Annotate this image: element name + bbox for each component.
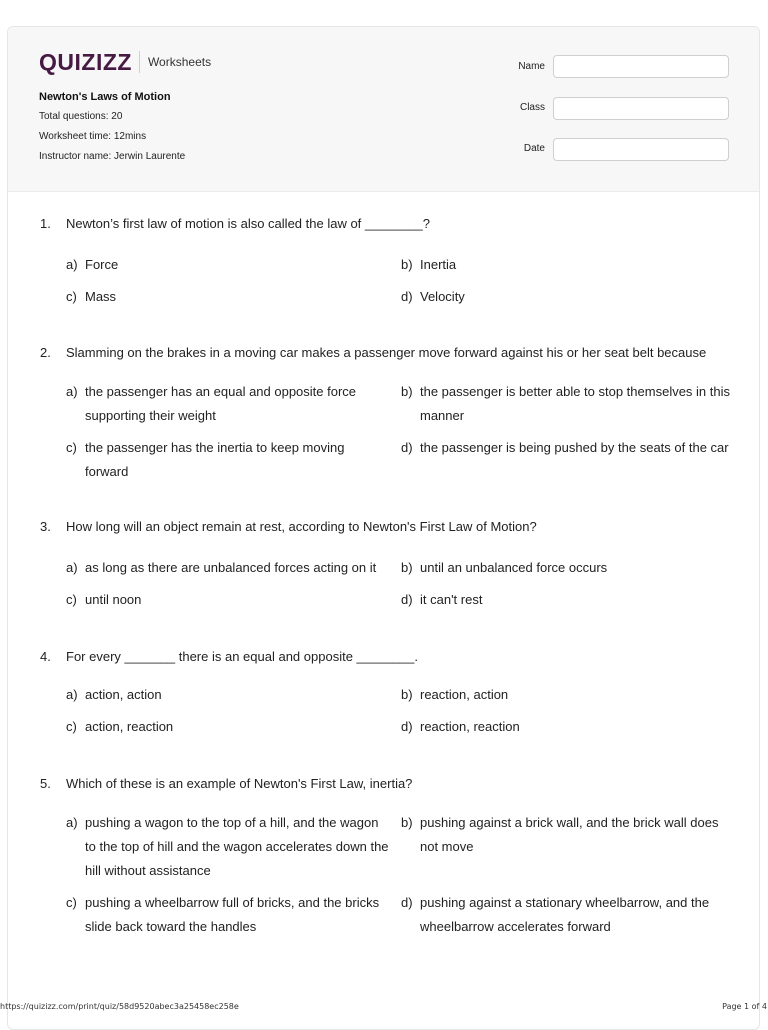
option-text: pushing against a stationary wheelbarrow, and the wheelbarrow accelerates forward — [420, 895, 710, 934]
total-questions: Total questions: 20 — [39, 111, 123, 122]
instructor-name: Instructor name: Jerwin Laurente — [39, 151, 186, 162]
option-4d — [401, 715, 731, 739]
option-text: reaction, reaction — [420, 719, 520, 734]
option-letter: b) — [401, 815, 413, 830]
option-3a — [66, 556, 396, 580]
option-letter: d) — [401, 289, 413, 304]
option-5b — [401, 811, 731, 859]
option-4b — [401, 683, 731, 707]
option-text: the passenger has an equal and opposite force supporting their weight — [85, 384, 357, 423]
option-text: pushing against a brick wall, and the brick wall does not move — [420, 815, 719, 854]
option-letter: a) — [66, 560, 78, 575]
option-letter: c) — [66, 592, 77, 607]
option-text: until noon — [85, 592, 142, 607]
question-3 — [40, 518, 730, 536]
question-number: 5. — [40, 776, 51, 791]
name-label: Name — [518, 61, 545, 72]
question-2 — [40, 344, 730, 362]
date-field[interactable] — [553, 138, 729, 161]
option-2b — [401, 380, 731, 428]
question-4 — [40, 648, 730, 666]
option-text: the passenger has the inertia to keep moving forward — [85, 440, 345, 479]
option-letter: d) — [401, 895, 413, 910]
option-letter: a) — [66, 815, 78, 830]
question-text: Slamming on the brakes in a moving car makes a passenger move forward against his or her seat belt because — [66, 345, 707, 360]
option-text: as long as there are unbalanced forces acting on it — [85, 560, 377, 575]
option-5a — [66, 811, 391, 883]
question-text: For every _______ there is an equal and opposite ________. — [66, 649, 418, 664]
option-text: Velocity — [420, 289, 465, 304]
question-5 — [40, 775, 730, 793]
date-label: Date — [523, 143, 545, 154]
option-text: action, reaction — [85, 719, 174, 734]
option-text: it can't rest — [420, 592, 483, 607]
quizizz-logo: QUIZIZZ — [39, 49, 132, 75]
worksheet-title: Newton's Laws of Motion — [39, 91, 171, 103]
option-letter: a) — [66, 257, 78, 272]
question-number: 4. — [40, 649, 51, 664]
option-1c — [66, 285, 386, 309]
option-text: pushing a wheelbarrow full of bricks, and the bricks slide back toward the handles — [85, 895, 380, 934]
option-text: Inertia — [420, 257, 457, 272]
option-letter: d) — [401, 592, 413, 607]
option-text: action, action — [85, 687, 162, 702]
worksheet-header — [8, 27, 759, 192]
option-3c — [66, 588, 386, 612]
name-field[interactable] — [553, 55, 729, 78]
brand-row — [39, 49, 211, 75]
option-1b — [401, 253, 731, 277]
option-text: pushing a wagon to the top of a hill, and the wagon to the top of hill and the wagon accelerates down the hill without assistance — [85, 815, 389, 878]
option-letter: d) — [401, 719, 413, 734]
page-number: Page 1 of 4 — [722, 1002, 767, 1011]
option-text: Force — [85, 257, 119, 272]
option-1d — [401, 285, 731, 309]
logo-divider — [139, 51, 140, 73]
option-text: reaction, action — [420, 687, 509, 702]
option-5c — [66, 891, 391, 939]
footer-url: https://quizizz.com/print/quiz/58d9520abec3a25458ec258e — [0, 1002, 239, 1011]
option-letter: a) — [66, 687, 78, 702]
option-letter: c) — [66, 289, 77, 304]
option-text: the passenger is being pushed by the seats of the car — [420, 440, 729, 455]
option-letter: b) — [401, 257, 413, 272]
class-label: Class — [519, 102, 545, 113]
option-2c — [66, 436, 386, 484]
option-letter: c) — [66, 440, 77, 455]
option-letter: b) — [401, 560, 413, 575]
option-letter: b) — [401, 384, 413, 399]
option-3b — [401, 556, 731, 580]
option-text: Mass — [85, 289, 117, 304]
option-letter: b) — [401, 687, 413, 702]
option-text: until an unbalanced force occurs — [420, 560, 608, 575]
option-letter: c) — [66, 719, 77, 734]
question-text: Newton’s first law of motion is also called the law of ________? — [66, 216, 430, 231]
question-text: How long will an object remain at rest, according to Newton's First Law of Motion? — [66, 519, 537, 534]
option-2a — [66, 380, 386, 428]
option-5d — [401, 891, 731, 939]
question-1 — [40, 215, 730, 233]
option-1a — [66, 253, 386, 277]
option-4a — [66, 683, 386, 707]
class-field[interactable] — [553, 97, 729, 120]
option-2d — [401, 436, 731, 460]
worksheet-time: Worksheet time: 12mins — [39, 131, 147, 142]
option-4c — [66, 715, 386, 739]
question-number: 2. — [40, 345, 51, 360]
option-letter: a) — [66, 384, 78, 399]
question-number: 1. — [40, 216, 51, 231]
question-text: Which of these is an example of Newton's First Law, inertia? — [66, 776, 413, 791]
option-text: the passenger is better able to stop themselves in this manner — [420, 384, 731, 423]
option-3d — [401, 588, 731, 612]
question-number: 3. — [40, 519, 51, 534]
section-label: Worksheets — [147, 55, 212, 69]
option-letter: c) — [66, 895, 77, 910]
option-letter: d) — [401, 440, 413, 455]
